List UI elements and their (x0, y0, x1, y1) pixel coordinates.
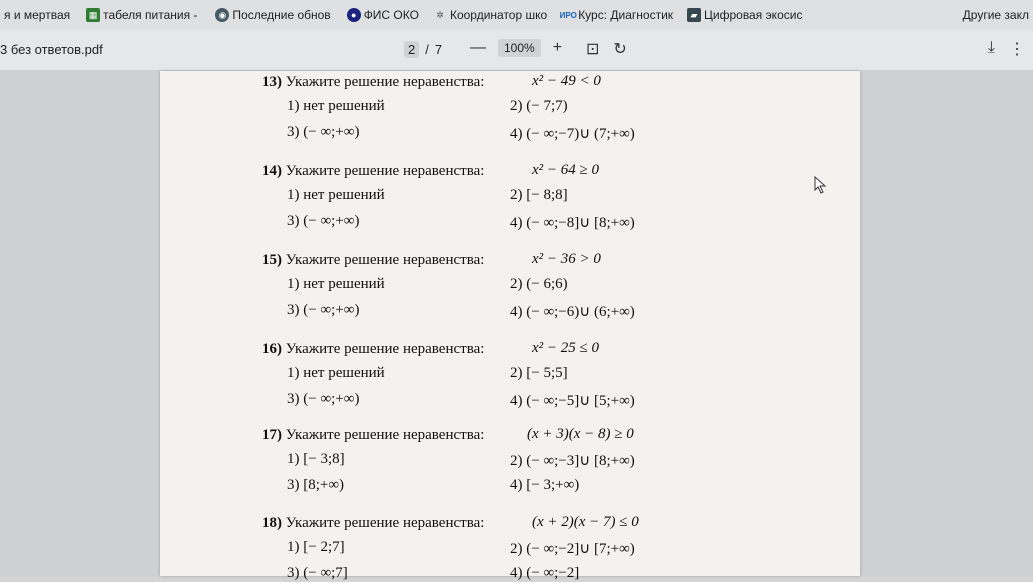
zoom-level[interactable]: 100% (498, 39, 541, 57)
ipo-icon: ИРО (559, 10, 577, 20)
inequality: (x + 2)(x − 7) ≤ 0 (532, 514, 639, 530)
answer-option: 1) нет решений (287, 365, 385, 381)
bookmark-label: ФИС ОКО (363, 8, 419, 22)
bookmark-label: табеля питания - (103, 8, 198, 22)
answer-option: 3) (− ∞;+∞) (287, 391, 360, 407)
bookmark-label: Координатор шко (449, 8, 548, 22)
inequality: x² − 36 > 0 (532, 251, 601, 267)
eye-icon: ◉ (215, 8, 229, 22)
answer-option: 3) (− ∞;+∞) (287, 124, 360, 140)
answer-option: 3) (− ∞;+∞) (287, 302, 360, 318)
answer-option: 2) (− ∞;−2]∪ [7;+∞) (510, 541, 635, 557)
question-heading: 13) Укажите решение неравенства: (262, 74, 485, 90)
answer-option: 1) [− 3;8] (287, 451, 345, 467)
view-tools (586, 39, 627, 59)
answer-option: 2) (− 6;6) (510, 276, 568, 292)
answer-option: 2) [− 5;5] (510, 365, 568, 381)
question-heading: 16) Укажите решение неравенства: (262, 341, 485, 357)
bookmark-label: Курс: Диагностик (578, 8, 674, 22)
page-navigator (404, 41, 442, 58)
answer-option: 1) [− 2;7] (287, 539, 345, 555)
answer-option: 3) (− ∞;7] (287, 565, 348, 581)
page-input[interactable]: 2 (404, 41, 419, 58)
answer-option: 2) [− 8;8] (510, 187, 568, 203)
more-icon[interactable]: ⋮ (1009, 41, 1025, 58)
answer-option: 4) (− ∞;−5]∪ [5;+∞) (510, 393, 635, 409)
answer-option: 4) (− ∞;−7)∪ (7;+∞) (510, 126, 635, 142)
download-icon[interactable]: ⤓ (987, 39, 995, 56)
answer-option: 1) нет решений (287, 98, 385, 114)
bookmark-item[interactable] (0, 8, 74, 22)
bookmark-item[interactable] (429, 8, 551, 22)
bookmark-item[interactable] (82, 8, 201, 22)
bookmarks-bar (0, 0, 1033, 30)
question-15 (262, 251, 635, 320)
pdf-toolbar (0, 30, 1033, 71)
pdf-viewer[interactable] (0, 71, 1033, 581)
answer-option: 1) нет решений (287, 187, 385, 203)
question-heading: 14) Укажите решение неравенства: (262, 163, 485, 179)
answer-option: 2) (− ∞;−3]∪ [8;+∞) (510, 453, 635, 469)
page-separator: / (425, 42, 429, 57)
fis-icon: ● (347, 8, 361, 22)
inequality: x² − 64 ≥ 0 (532, 162, 600, 178)
file-tools (988, 39, 1025, 59)
inequality: (x + 3)(x − 8) ≥ 0 (527, 426, 634, 442)
file-name: 3 без ответов.pdf (0, 42, 103, 57)
inequality: x² − 25 ≤ 0 (532, 340, 600, 356)
answer-option: 4) (− ∞;−2] (510, 565, 580, 581)
inequality: x² − 49 < 0 (532, 73, 601, 89)
zoom-in-button[interactable]: + (552, 39, 563, 56)
answer-option: 2) (− 7;7) (510, 98, 568, 114)
bookmark-item[interactable] (557, 8, 677, 22)
bookmark-label: я и мертвая (4, 8, 71, 22)
table-icon: ▦ (86, 8, 100, 22)
answer-option: 4) (− ∞;−6)∪ (6;+∞) (510, 304, 635, 320)
answer-option: 3) [8;+∞) (287, 477, 345, 493)
rotate-icon[interactable]: ↻ (613, 41, 627, 58)
answer-option: 4) (− ∞;−8]∪ [8;+∞) (510, 215, 635, 231)
answer-option: 1) нет решений (287, 276, 385, 292)
gear-icon: ✲ (436, 9, 444, 20)
answer-option: 4) [− 3;+∞) (510, 477, 580, 493)
zoom-controls (470, 39, 562, 57)
other-bookmarks[interactable]: Другие закл (962, 8, 1029, 22)
question-heading: 18) Укажите решение неравенства: (262, 515, 485, 531)
bookmark-item[interactable] (211, 8, 334, 22)
bookmark-item[interactable] (683, 8, 806, 22)
fit-page-icon[interactable]: ⊡ (586, 41, 600, 58)
question-18 (262, 514, 639, 581)
question-17 (262, 426, 635, 493)
pdf-page (160, 71, 860, 581)
zoom-out-button[interactable]: — (470, 39, 486, 56)
mouse-cursor-icon (814, 176, 828, 194)
question-16 (262, 340, 635, 409)
bookmark-label: Последние обнов (232, 8, 331, 22)
page-total: 7 (434, 42, 443, 57)
tag-icon: ▰ (687, 8, 701, 22)
bookmark-label: Цифровая экосис (704, 8, 803, 22)
question-heading: 17) Укажите решение неравенства: (262, 427, 485, 443)
answer-option: 3) (− ∞;+∞) (287, 213, 360, 229)
bookmark-item[interactable] (343, 8, 423, 22)
question-13 (262, 73, 635, 142)
question-heading: 15) Укажите решение неравенства: (262, 252, 485, 268)
question-14 (262, 162, 635, 231)
